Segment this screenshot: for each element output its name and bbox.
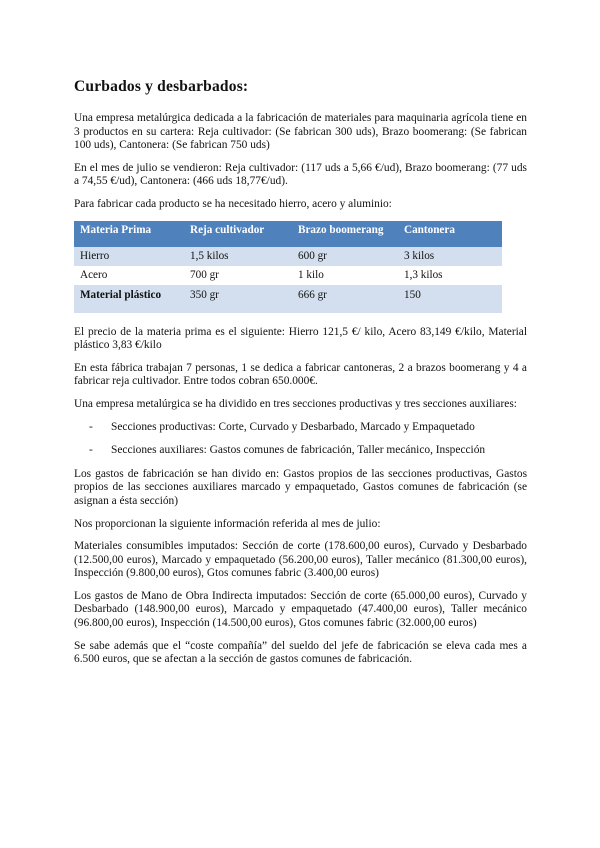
table-cell: 1,3 kilos — [398, 266, 502, 285]
table-cell: 1 kilo — [292, 266, 398, 285]
paragraph-sales: En el mes de julio se vendieron: Reja cultivador: (117 uds a 5,66 €/ud), Brazo boomerang: (77 uds a 74,55 €/ud), Cantonera: (466 uds 18,77€/ud). — [74, 161, 527, 188]
paragraph-info-intro: Nos proporcionan la siguiente información referida al mes de julio: — [74, 517, 381, 530]
paragraph-manager-cost: Se sabe además que el “coste compañía” del sueldo del jefe de fabricación se eleva cada mes a 6.500 euros, que se afectan a la sección de gastos comunes de fabricación. — [74, 639, 527, 666]
table-cell: 600 gr — [292, 247, 398, 266]
table-cell: Material plástico — [74, 285, 184, 313]
paragraph-workers: En esta fábrica trabajan 7 personas, 1 se dedica a fabricar cantoneras, 2 a brazos boomerang y 4 a fabricar reja cultivador. Entre todos cobran 650.000€. — [74, 361, 527, 388]
header-reja-cultivador: Reja cultivador — [184, 221, 292, 247]
table-row — [74, 266, 502, 285]
list-dash: - — [89, 420, 93, 433]
table-cell: 1,5 kilos — [184, 247, 292, 266]
list-item-text: Secciones productivas: Corte, Curvado y Desbarbado, Marcado y Empaquetado — [111, 420, 475, 433]
list-item-text: Secciones auxiliares: Gastos comunes de fabricación, Taller mecánico, Inspección — [111, 444, 486, 457]
table-cell: 700 gr — [184, 266, 292, 285]
header-cantonera: Cantonera — [398, 221, 502, 247]
list-item — [89, 444, 527, 458]
table-cell: 666 gr — [292, 285, 398, 313]
table-cell: Hierro — [74, 247, 184, 266]
list-item — [89, 421, 527, 435]
table-row — [74, 285, 502, 313]
header-brazo-boomerang: Brazo boomerang — [292, 221, 398, 247]
paragraph-consumables: Materiales consumibles imputados: Sección de corte (178.600,00 euros), Curvado y Desbarbado (12.500,00 euros), Marcado y empaquetado (56.200,00 euros), Taller mecánico (81.300,00 euros), Inspección (9.800,00 euros), Gtos comunes fabric (3.400,00 euros) — [74, 540, 527, 580]
table-cell: 3 kilos — [398, 247, 502, 266]
paragraph-costs-division: Los gastos de fabricación se han divido en: Gastos propios de las secciones productivas, Gastos propios de las secciones auxiliares marcado y empaquetado, Gastos comunes de fabricación (se asignan a ésta sección) — [74, 467, 527, 507]
paragraph-sections-intro: Una empresa metalúrgica se ha dividido en tres secciones productivas y tres secciones auxiliares: — [74, 397, 517, 410]
paragraph-prices: El precio de la materia prima es el siguiente: Hierro 121,5 €/ kilo, Acero 83,149 €/kilo, Material plástico 3,83 €/kilo — [74, 325, 527, 352]
paragraph-materials-intro: Para fabricar cada producto se ha necesitado hierro, acero y aluminio: — [74, 197, 392, 210]
header-materia-prima: Materia Prima — [74, 221, 184, 247]
table-cell: Acero — [74, 266, 184, 285]
table-header-row — [74, 221, 502, 247]
paragraph-labor: Los gastos de Mano de Obra Indirecta imputados: Sección de corte (65.000,00 euros), Curvado y Desbarbado (148.900,00 euros), Marcado y empaquetado (47.400,00 euros), Taller mecánico (96.800,00 euros), Inspección (14.500,00 euros), Gtos comunes fabric (32.000,00 euros) — [74, 589, 527, 630]
materials-table — [74, 221, 502, 313]
sections-list — [74, 421, 527, 458]
list-dash: - — [89, 444, 93, 457]
table-cell: 150 — [398, 285, 502, 313]
paragraph-products: Una empresa metalúrgica dedicada a la fabricación de materiales para maquinaria agrícola tiene en 3 productos en su cartera: Reja cultivador: (Se fabrican 300 uds), Brazo boomerang: (Se fabrican 100 uds), Cantonera: (Se fabrican 750 uds) — [74, 112, 527, 152]
table-cell: 350 gr — [184, 285, 292, 313]
document-title: Curbados y desbarbados: — [74, 78, 249, 95]
table-row — [74, 247, 502, 266]
